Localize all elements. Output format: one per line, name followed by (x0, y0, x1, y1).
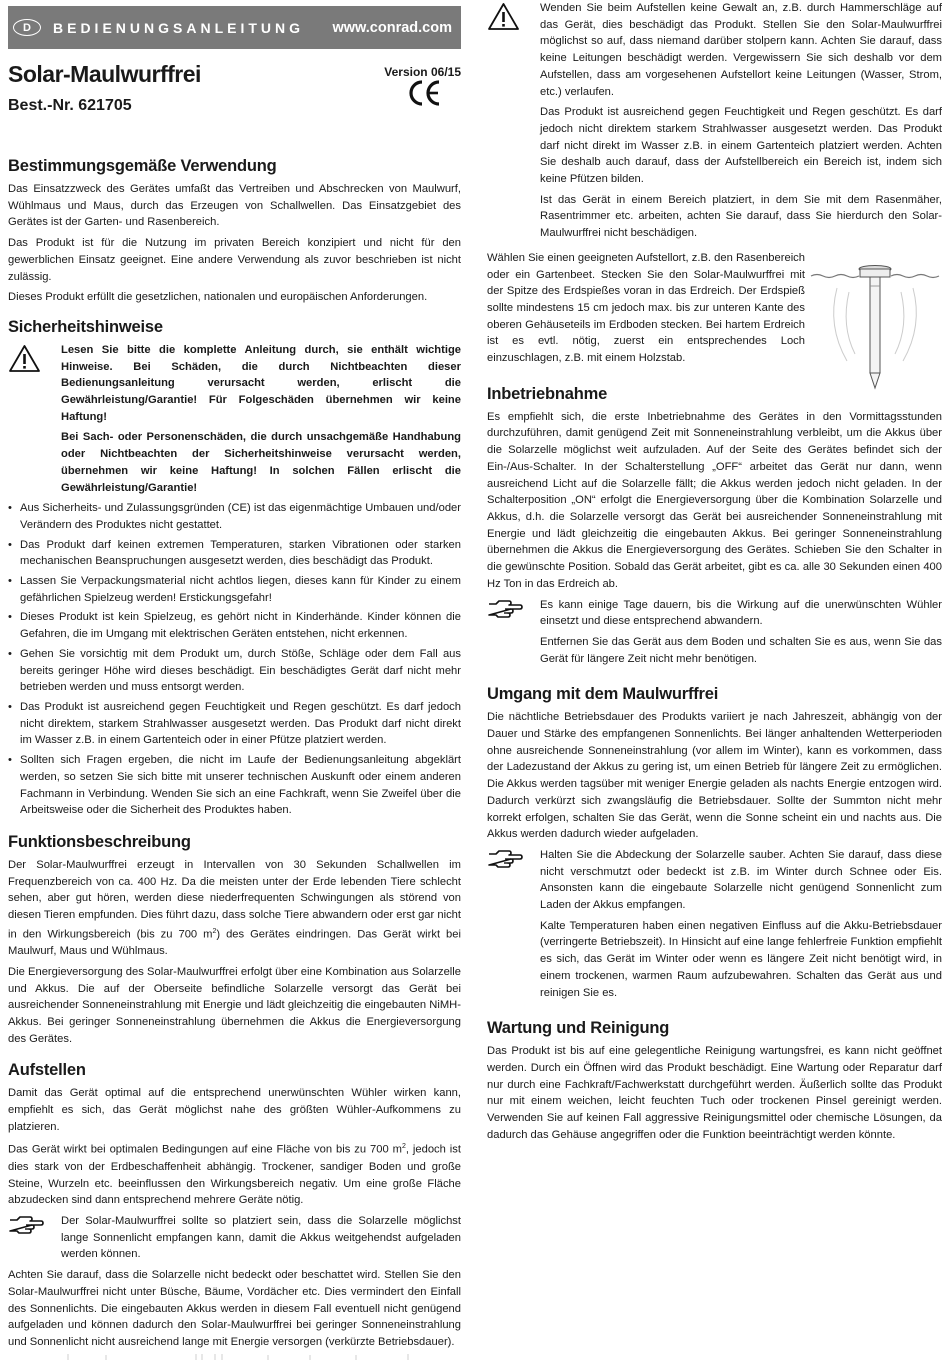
intended-use-heading: Bestimmungsgemäße Verwendung (8, 157, 277, 175)
setup-text: Das Gerät wirkt bei optimalen Bedingungen auf eine Fläche von bis zu 700 m (8, 1144, 402, 1157)
intended-use-paragraph: Das Einsatzzweck des Gerätes umfaßt das Vertreiben und Abschrecken von Maulwurf, Wühlmaus und Maus, durch das Erzeugen von Schallwellen. Das Einsatzgebiet des Gerätes ist der Garten- und Rasenbereich. (8, 183, 461, 229)
setup-hint-block (8, 1213, 461, 1263)
function-paragraph (8, 857, 461, 960)
ce-mark-icon (408, 79, 442, 107)
handling-section (487, 685, 942, 1001)
function-heading: Funktionsbeschreibung (8, 832, 191, 851)
title-area (8, 49, 461, 147)
maintenance-heading: Wartung und Reinigung (487, 1019, 670, 1038)
setup-warning-text: Ist das Gerät in einem Bereich platziert, in dem Sie mit dem Rasenmäher, Rasentrimmer etc. arbeiten, achten Sie darauf, dass Sie hierdurch den Solar-Maulwurffrei nicht beschädigen. (540, 193, 942, 240)
header-url: www.conrad.com (332, 19, 452, 36)
list-item: • Gehen Sie vorsichtig mit dem Produkt um, durch Stöße, Schläge oder dem Fall aus bereits geringer Höhe wird dieses beschädigt. Ein beschädigtes Gerät darf nicht mehr betrieben werden und muss entsorgt werden. (8, 646, 461, 696)
list-item: • Lassen Sie Verpackungsmaterial nicht achtlos liegen, dieses kann für Kinder zu einem gefährlichen Spielzeug werden! Erstickungsgefahr! (8, 573, 461, 606)
warning-triangle-icon (8, 344, 41, 373)
superscript: 2 (401, 1143, 406, 1151)
warning-triangle-icon (487, 2, 520, 31)
header-label: BEDIENUNGSANLEITUNG (53, 19, 305, 36)
function-section (8, 833, 461, 1047)
setup-section (8, 1061, 461, 1350)
commissioning-hint-block (487, 597, 942, 668)
function-text: ) des Gerätes eindringen. Das Gerät wirkt bei Maulwurf, Maus und Wühlmaus. (8, 928, 461, 958)
intended-use-paragraph: Dieses Produkt erfüllt die gesetzlichen, nationalen und europäischen Anforderungen. (8, 291, 428, 304)
product-title: Solar-Maulwurffrei (8, 61, 201, 87)
handling-paragraph: Die nächtliche Betriebsdauer des Produkts variiert je nach Jahreszeit, abhängig von der Dauer und Stärke des empfangenen Sonnenlichts. Bei länger anhaltenden Wetterperioden ohne ausreichende Sonneneinstrahlung (vor allem im Winter), kann es vorkommen, dass der Ladezustand der Akkus zu gering ist, um einen Betrieb für längere Zeit zu ermöglichen. Die Akkus werden tagsüber mit weniger Energie geladen als nachts Energie entzogen wird. Dadurch verkürzt sich zwangsläufig die Betriebsdauer. Sollte der Summton nicht mehr korrekt erfolgen, schalten Sie das Gerät, wenn die Sonne scheint ein und nachts aus. Die Akkus werden dadurch wieder aufgeladen. (487, 711, 942, 841)
setup-warning-block (487, 0, 942, 242)
pointing-hand-icon (8, 1214, 44, 1234)
setup-text: , jedoch ist dies stark von der Erdbeschaffenheit abhängig. Trockener, sandiger Boden und große Steine, Wurzeln etc. beeinflussen den Wirkungsbereich negativ. Um eine große Fläche abzudecken sind dann entsprechend mehrere Geräte nötig. (8, 1144, 461, 1207)
setup-hint-text: Der Solar-Maulwurffrei sollte so platziert sein, dass die Solarzelle möglichst lange Sonnenlicht empfangen kann, damit die Akkus weitgehendst aufgeladen werden können. (61, 1215, 461, 1261)
setup-paragraph: Damit das Gerät optimal auf die entsprechend unerwünschten Wühler wirken kann, empfiehlt es sich, das Gerät möglichst nahe des größten Wühler-Aufkommens zu platzieren. (8, 1087, 461, 1133)
stake-illustration (807, 256, 942, 396)
right-column (487, 0, 942, 1143)
list-item: • Aus Sicherheits- und Zulassungsgründen (CE) ist das eigenmächtige Umbauen und/oder Verändern des Produktes nicht gestattet. (8, 500, 461, 533)
list-item: • Dieses Produkt ist kein Spielzeug, es gehört nicht in Kinderhände. Kinder können die Gefahren, die im Umgang mit elektrischen Geräten entstehen, nicht erkennen. (8, 609, 461, 642)
pointing-hand-icon (487, 598, 523, 618)
function-paragraph: Die Energieversorgung des Solar-Maulwurffrei erfolgt über eine Kombination aus Solarzelle und Akkus. Die auf der Oberseite befindliche Solarzelle versorgt das Gerät bei ausreichender Sonneneinstrahlung mit Energie und lädt gleichzeitig die eingebauten NiMH-Akkus. Bei geringer Sonneneinstrahlung übernehmen die Akkus die Energieversorgung des Gerätes. (8, 965, 461, 1045)
safety-heading: Sicherheitshinweise (8, 317, 163, 336)
setup-warning-text: Das Produkt ist ausreichend gegen Feuchtigkeit und Regen geschützt. Es darf jedoch nicht direktem starkem Strahlwasser ausgesetzt werden. Das Produkt darf nicht direkt im Wasser z.B. in einem Gartenteich platziert werden. Achten Sie deshalb auch darauf, dass der Aufstellbereich ein Bereich ist, indem sich keine Pfützen bilden. (540, 106, 942, 186)
handling-hint-text: Halten Sie die Abdeckung der Solarzelle sauber. Achten Sie darauf, dass diese nicht verschmutzt oder bedeckt ist z.B. im Winter durch Schnee oder Eis. Ansonsten kann die eingebaute Solarzelle nicht genügend Sonnenlicht zum Laden der Akkus empfangen. (540, 848, 942, 912)
order-number: Best.-Nr. 621705 (8, 97, 132, 114)
setup-paragraph: Achten Sie darauf, dass die Solarzelle nicht bedeckt oder beschattet wird. Stellen Sie den Solar-Maulwurffrei nicht unter Büsche, Bäume, Vordächer etc. Dies vermindert den Einfall des Sonnenlichts. Die eingebauten Akkus werden in diesem Fall eventuell nicht genügend aufgeladen und können dadurch den Solar-Maulwurffrei bei geringer Sonneneinstrahlung und Sonnenlicht nicht ausreichend lange mit Energie versorgen (verkürzte Betriebsdauer). (8, 1269, 461, 1348)
handling-heading: Umgang mit dem Maulwurffrei (487, 685, 719, 704)
function-text: Der Solar-Maulwurffrei erzeugt in Intervallen von 30 Sekunden Schallwellen im Frequenzbereich von ca. 400 Hz. Da die meisten unter der Erde lebenden Tiere schlecht sehen, aber gut hören, werden diese niederfrequenten Schwingungen als störend von diesen Tieren empfunden. Dies führt dazu, dass solche Tiere abwandern oder erst gar nicht in den Wirkungsbereich (bis zu 700 m (8, 858, 461, 941)
version-label: Version 06/15 (384, 65, 461, 79)
intended-use-section (8, 157, 461, 306)
pointing-hand-icon (487, 848, 523, 868)
placement-block (487, 250, 942, 367)
commissioning-heading: Inbetriebnahme (487, 384, 608, 403)
setup-warning-text: Wenden Sie beim Aufstellen keine Gewalt an, z.B. durch Hammerschläge auf das Gerät, dies beschädigt das Produkt. Stellen Sie den Solar-Maulwurffrei möglichst so auf, dass niemand darüber stolpern kann. Achten Sie darauf, dass keine Leitungen beschädigt werden. Vergewissern Sie sich deshalb vor dem Aufstellen, dass am vorgesehenen Aufstellort keine Leitungen (Wasser, Strom, etc.) verlaufen. (540, 2, 942, 98)
safety-warning-text: Lesen Sie bitte die komplette Anleitung durch, sie enthält wichtige Hinweise. Bei Schäden, die durch Nichtbeachten dieser Bedienungsanleitung verursacht werden, erlischt die Gewährleistung/Garantie! Für Folgeschäden übernehmen wir keine Haftung! (61, 343, 461, 423)
setup-paragraph (8, 1139, 461, 1209)
list-item: • Sollten sich Fragen ergeben, die nicht im Laufe der Bedienungsanleitung abgeklärt werden, so setzen Sie sich bitte mit unserer technischen Auskunft oder einem anderen Fachmann in Verbindung. Wenden Sie sich an eine Fachkraft, wenn Sie Zweifel über die Arbeitsweise oder die Sicherheit des Produktes haben. (8, 752, 461, 819)
safety-bullet-list (8, 500, 461, 819)
safety-warning-block (8, 342, 461, 496)
placement-text: Wählen Sie einen geeigneten Aufstellort, z.B. den Rasenbereich oder ein Gartenbeet. Stecken Sie den Solar-Maulwurffrei mit der Spitze des Erdspießes voran in das Erdreich. Der Erdspieß sollte mindestens 15 cm jedoch max. bis zur unteren Kante des oberen Gehäuseteils im Erdboden stecken. Bei hartem Erdreich ist es evtl. nötig, zuerst ein entsprechendes Loch einzuschlagen, z.B. mit einem Holzstab. (487, 251, 805, 365)
safety-section (8, 318, 461, 819)
commissioning-hint-text: Entfernen Sie das Gerät aus dem Boden und schalten Sie es aus, wenn Sie das Gerät für längere Zeit nicht mehr benötigen. (540, 635, 942, 665)
list-item: • Das Produkt ist ausreichend gegen Feuchtigkeit und Regen geschützt. Es darf jedoch nicht direktem, starkem Strahlwasser ausgesetzt werden. Das Produkt darf nicht direkt im Wasser z.B. in einem Gartenteich oder in einer Pfütze platziert werden. (8, 699, 461, 749)
language-badge: D (13, 19, 41, 36)
commissioning-section (487, 385, 942, 668)
intended-use-paragraph: Das Produkt ist für die Nutzung im privaten Bereich konzipiert und nicht für den gewerblichen Einsatz geeignet. Eine andere Verwendung als zuvor beschrieben ist nicht zulässig. (8, 237, 461, 283)
maintenance-section (487, 1019, 942, 1143)
commissioning-paragraph: Es empfiehlt sich, die erste Inbetriebnahme des Gerätes in den Vormittagsstunden durchzuführen, damit genügend Zeit mit Sonneneinstrahlung verbleibt, um die Akkus über die Solarzelle möglichst weit aufzuladen. Auf der Seite des Gerätes befindet sich der Ein-/Aus-Schalter. In der Schalterstellung „OFF“ arbeitet das Gerät nur dann, wenn ausreichend Licht auf die Solarzelle fällt; die Akkus werden jedoch nicht geladen. In der Schalterposition „ON“ erfolgt die Energieversorgung über die Kombination Solarzelle und Akkus, d.h. die Solarzelle versorgt das Gerät bei ausreichender Sonneneinstrahlung mit Energie und lädt gleichzeitig die eingebauten Akkus. Bei geringer Sonneneinstrahlung übernehmen die Akkus die Energieversorgung des Gerätes. Schieben Sie den Schalter in die gewünschte Position. Sobald das Gerät arbeitet, gibt es ca. alle 30 Sekunden einen 400 Hz Ton in das Erdreich ab. (487, 410, 942, 590)
footer-print-marks (10, 1352, 430, 1360)
maintenance-paragraph: Das Produkt ist bis auf eine gelegentliche Reinigung wartungsfrei, es kann nicht geöffnet werden. Durch ein Öffnen wird das Produkt beschädigt. Eine Wartung oder Reparatur darf nur durch eine Fachkraft/Fachwerkstatt durchgeführt werden. Äußerlich sollte das Produkt nur mit einem weichen, leicht feuchten Tuch oder trockenen Pinsel gereinigt werden. Verwenden Sie auf keinen Fall aggressive Reinigungsmittel oder chemische Lösungen, da dadurch das Gehäuse angegriffen oder die Funktion beeinträchtigt werden könnte. (487, 1045, 942, 1141)
list-item: • Das Produkt darf keinen extremen Temperaturen, starken Vibrationen oder starken mechanischen Beanspruchungen ausgesetzt werden, dies beschädigt das Produkt. (8, 537, 461, 570)
setup-heading: Aufstellen (8, 1061, 86, 1080)
handling-hint-text: Kalte Temperaturen haben einen negativen Einfluss auf die Akku-Betriebsdauer (verringerte Betriebszeit). In Hinsicht auf eine lange fehlerfreie Funktion empfiehlt es sich, das Gerät im Winter oder wenn es längere Zeit nicht benötigt wird, in einem trockenen, warmen Raum aufzubewahren. Schalten das Gerät aus und reinigen Sie es. (540, 919, 942, 999)
safety-warning-text: Bei Sach- oder Personenschäden, die durch unsachgemäße Handhabung oder Nichtbeachten der Sicherheitshinweise verursacht werden, übernehmen wir keine Haftung! In solchen Fällen erlischt die Gewährleistung/Garantie! (61, 431, 461, 494)
commissioning-hint-text: Es kann einige Tage dauern, bis die Wirkung auf die unerwünschten Wühler einsetzt und diese entsprechend abwandern. (540, 598, 942, 628)
handling-hint-block (487, 847, 942, 1001)
left-column (8, 6, 461, 1351)
superscript: 2 (212, 927, 217, 935)
header-bar (8, 6, 461, 49)
